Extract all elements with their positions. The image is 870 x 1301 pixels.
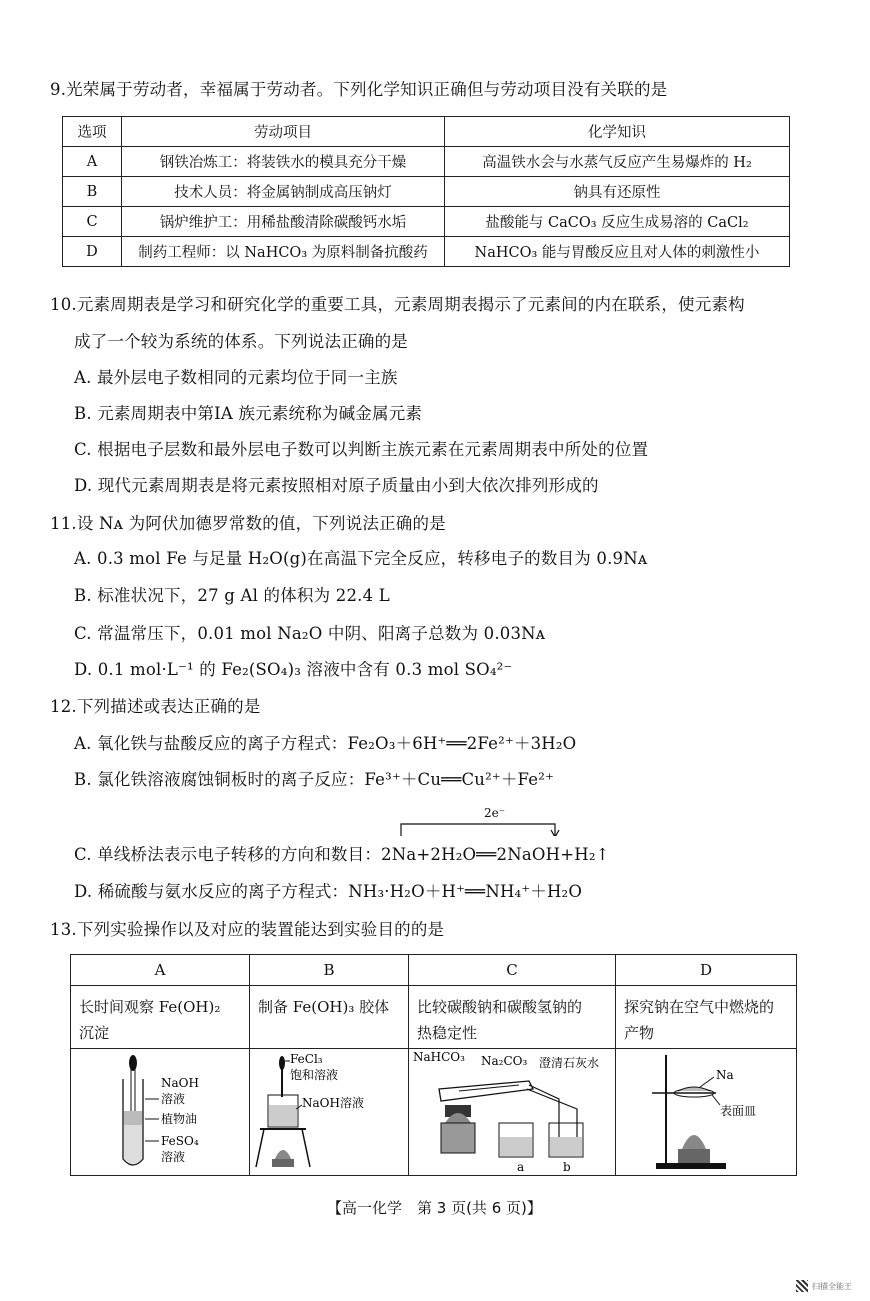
q13-apparatus-row [71, 1049, 797, 1176]
q11-stem: 11.设 Nᴀ 为阿伏加德罗常数的值，下列说法正确的是 [50, 514, 446, 533]
q12-stem: 12.下列描述或表达正确的是 [50, 697, 261, 716]
q13-header-c: C [409, 955, 616, 986]
apparatus-a [71, 1049, 250, 1176]
q13-desc-c-line2: 热稳定性 [417, 1024, 478, 1042]
q13-desc-c-line1: 比较碳酸钠和碳酸氢钠的 [417, 998, 583, 1016]
table-row [63, 207, 790, 237]
label-feso4-solution: 溶液 [161, 1150, 186, 1164]
label-na2co3: Na₂CO₃ [481, 1054, 528, 1068]
label-vegetable-oil: 植物油 [161, 1112, 198, 1126]
label-sodium: Na [716, 1068, 734, 1082]
q13-desc-a-line1: 长时间观察 Fe(OH)₂ [79, 998, 221, 1016]
q9-table [62, 116, 790, 267]
q9-knowledge-a: 高温铁水会与水蒸气反应产生易爆炸的 H₂ [445, 147, 790, 177]
q11-option-c: C. 常温常压下，0.01 mol Na₂O 中阴、阳离子总数为 0.03Nᴀ [74, 624, 546, 643]
apparatus-a-drawing [71, 1049, 249, 1175]
page-footer: 【高一化学 第 3 页(共 6 页)】 [327, 1199, 542, 1217]
dropper-bulb [129, 1055, 137, 1071]
label-beaker-b: b [563, 1160, 571, 1174]
apparatus-b [250, 1049, 409, 1176]
q13-table [70, 954, 797, 1176]
table-row [63, 237, 790, 267]
q9-task-c: 锅炉维护工：用稀盐酸清除碳酸钙水垢 [122, 207, 445, 237]
q11-option-b: B. 标准状况下，27 g Al 的体积为 22.4 L [74, 586, 390, 605]
q9-knowledge-c: 盐酸能与 CaCO₃ 反应生成易溶的 CaCl₂ [445, 207, 790, 237]
q9-task-d: 制药工程师：以 NaHCO₃ 为原料制备抗酸药 [122, 237, 445, 267]
apparatus-d [616, 1049, 797, 1176]
q10-option-b: B. 元素周期表中第ⅠA 族元素统称为碱金属元素 [74, 404, 423, 423]
q10-option-d: D. 现代元素周期表是将元素按照相对原子质量由小到大依次排列形成的 [74, 476, 599, 495]
q12-option-b: B. 氯化铁溶液腐蚀铜板时的离子反应：Fe³⁺＋Cu══Cu²⁺＋Fe²⁺ [74, 770, 554, 789]
q13-header-a: A [71, 955, 250, 986]
q9-knowledge-b: 钠具有还原性 [445, 177, 790, 207]
q9-header-option: 选项 [63, 117, 122, 147]
table-row [63, 177, 790, 207]
q11-option-a: A. 0.3 mol Fe 与足量 H₂O(g)在高温下完全反应，转移电子的数目为 0.9Nᴀ [74, 549, 648, 568]
label-naoh: NaOH [161, 1076, 199, 1090]
label-nahco3: NaHCO₃ [413, 1050, 465, 1064]
electron-count-label: 2e⁻ [484, 806, 506, 820]
q12-option-d: D. 稀硫酸与氨水反应的离子方程式：NH₃·H₂O＋H⁺══NH₄⁺＋H₂O [74, 882, 583, 901]
q12-option-c: C. 单线桥法表示电子转移的方向和数目：2Na+2H₂O══2NaOH+H₂↑ [74, 845, 610, 864]
q13-desc-row [71, 986, 797, 1049]
q13-desc-c [409, 986, 616, 1049]
electron-transfer-bridge [395, 806, 565, 836]
q13-desc-d-line2: 产物 [624, 1024, 655, 1042]
label-limewater: 澄清石灰水 [539, 1056, 600, 1070]
q9-task-b: 技术人员：将金属钠制成高压钠灯 [122, 177, 445, 207]
q13-desc-d-line1: 探究钠在空气中燃烧的 [624, 998, 775, 1016]
q12-option-a: A. 氧化铁与盐酸反应的离子方程式：Fe₂O₃＋6H⁺══2Fe²⁺＋3H₂O [74, 734, 577, 753]
label-feso4: FeSO₄ [161, 1134, 199, 1148]
q9-header-task: 劳动项目 [122, 117, 445, 147]
q9-knowledge-d: NaHCO₃ 能与胃酸反应且对人体的刺激性小 [445, 237, 790, 267]
q10-option-a: A. 最外层电子数相同的元素均位于同一主族 [74, 368, 398, 387]
q13-desc-b-line1: 制备 Fe(OH)₃ 胶体 [258, 998, 390, 1016]
q9-option-a: A [63, 147, 122, 177]
scanner-watermark [796, 1280, 852, 1292]
q13-desc-a-line2: 沉淀 [79, 1024, 110, 1042]
q13-desc-d [616, 986, 797, 1049]
q13-header-b: B [250, 955, 409, 986]
q13-desc-b [250, 986, 409, 1049]
label-watch-glass: 表面皿 [720, 1104, 757, 1118]
label-fecl3-saturated: 饱和溶液 [290, 1068, 339, 1082]
label-beaker-a: a [517, 1160, 525, 1174]
q13-desc-a [71, 986, 250, 1049]
apparatus-b-drawing [250, 1049, 408, 1175]
table-row [63, 147, 790, 177]
q11-option-d: D. 0.1 mol·L⁻¹ 的 Fe₂(SO₄)₃ 溶液中含有 0.3 mol SO₄²⁻ [74, 660, 513, 679]
q10-stem-line1: 10.元素周期表是学习和研究化学的重要工具，元素周期表揭示了元素间的内在联系，使元素构 [50, 295, 745, 314]
qr-code-icon [796, 1280, 808, 1292]
q13-stem: 13.下列实验操作以及对应的装置能达到实验目的的是 [50, 920, 445, 939]
label-naoh-solution: 溶液 [161, 1092, 186, 1106]
q10-option-c: C. 根据电子层数和最外层电子数可以判断主族元素在元素周期表中所处的位置 [74, 440, 649, 459]
q9-option-d: D [63, 237, 122, 267]
watermark-text: 扫描全能王 [812, 1281, 852, 1291]
label-fecl3: FeCl₃ [290, 1052, 323, 1066]
q13-header-row [71, 955, 797, 986]
q9-header-row [63, 117, 790, 147]
apparatus-d-drawing [616, 1049, 796, 1175]
q9-header-knowledge: 化学知识 [445, 117, 790, 147]
q9-option-c: C [63, 207, 122, 237]
q9-option-b: B [63, 177, 122, 207]
label-b-naoh-solution: NaOH溶液 [302, 1096, 364, 1110]
q9-task-a: 钢铁冶炼工：将装铁水的模具充分干燥 [122, 147, 445, 177]
apparatus-c [409, 1049, 616, 1176]
q10-stem-line2: 成了一个较为系统的体系。下列说法正确的是 [74, 332, 408, 351]
q13-header-d: D [616, 955, 797, 986]
q9-stem: 9.光荣属于劳动者，幸福属于劳动者。下列化学知识正确但与劳动项目没有关联的是 [50, 80, 668, 99]
feso4-solution [124, 1125, 142, 1164]
oil-layer [124, 1111, 142, 1125]
apparatus-c-drawing [409, 1049, 615, 1175]
